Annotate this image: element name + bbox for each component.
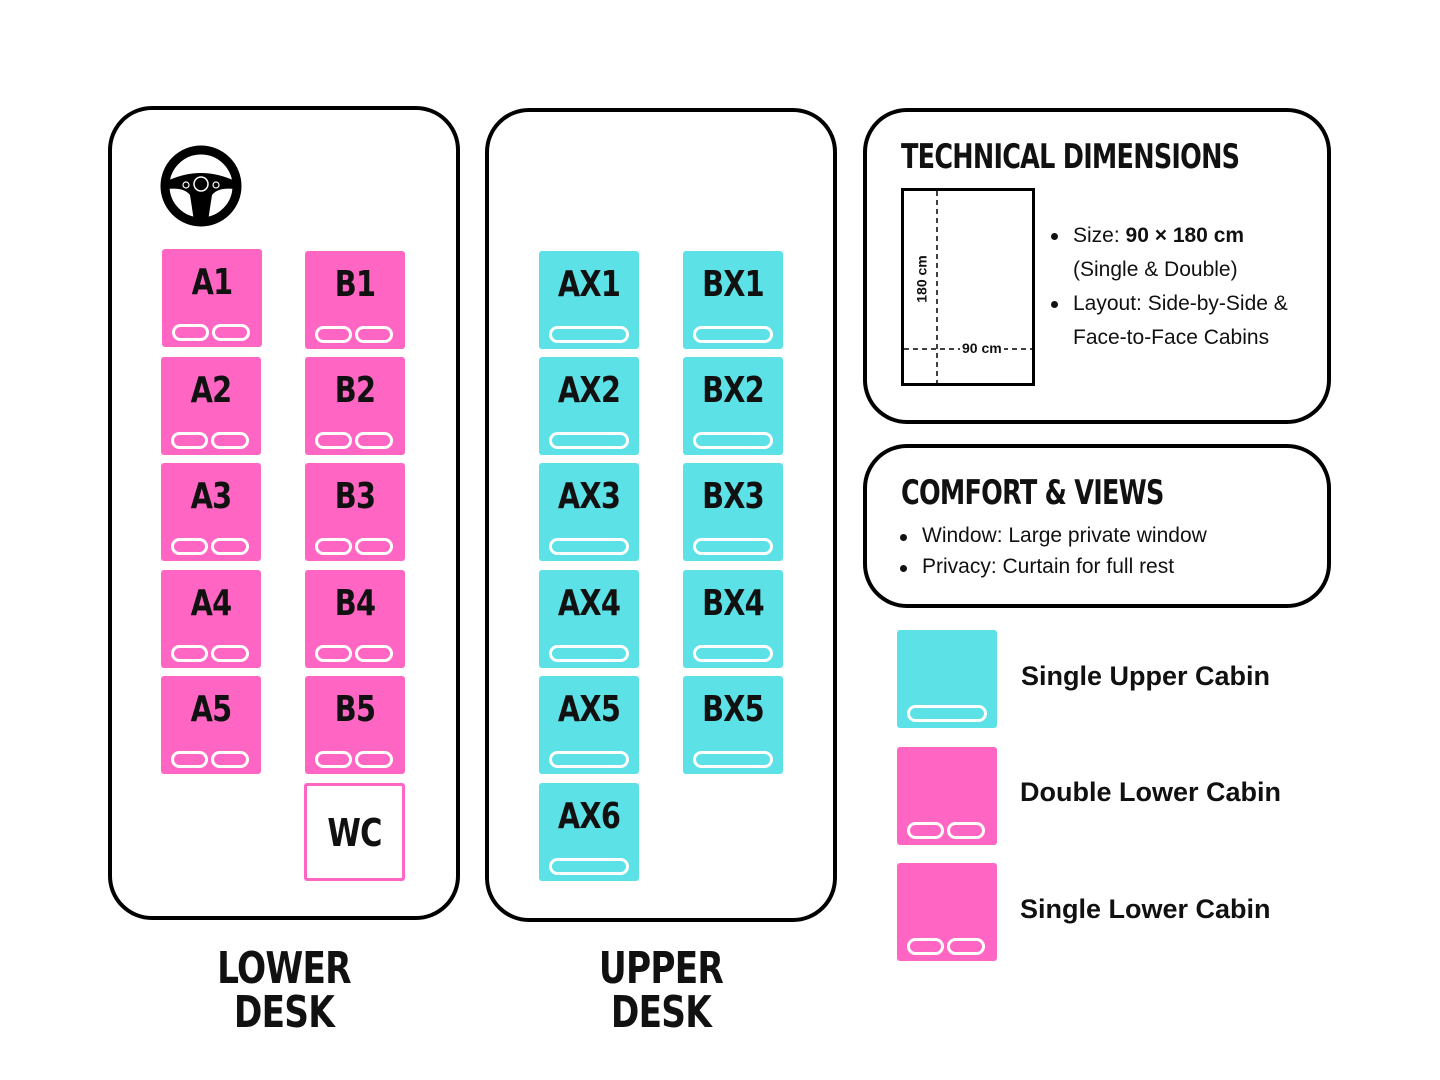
upper-deck-panel — [485, 108, 837, 922]
cabin-label: A3 — [190, 476, 232, 517]
bed-icon — [947, 938, 985, 955]
length-label: 180 cm — [913, 255, 930, 303]
cabin-label: BX5 — [702, 689, 764, 730]
cabin-label: AX1 — [557, 264, 621, 305]
bed-icon — [171, 538, 208, 555]
size-prefix: Size: — [1073, 224, 1126, 247]
legend-label-single-lower: Single Lower Cabin — [1020, 894, 1271, 924]
cabin-b3[interactable] — [305, 463, 405, 561]
bed-icon — [355, 432, 393, 449]
bed-icon — [907, 938, 944, 955]
layout-line1: Layout: Side-by-Side & — [1073, 292, 1288, 315]
cabin-ax5[interactable] — [539, 676, 639, 774]
bed-icon — [355, 751, 393, 768]
legend-swatch-single-lower — [897, 863, 997, 961]
bed-icon — [355, 538, 393, 555]
bed-icon — [947, 822, 985, 839]
legend-swatch-double-lower — [897, 747, 997, 845]
bed-icon — [693, 645, 773, 662]
cabin-label: BX3 — [702, 476, 764, 517]
wc-label: WC — [327, 811, 382, 855]
bed-icon — [171, 645, 208, 662]
bed-icon — [907, 822, 944, 839]
cabin-label: BX4 — [702, 583, 764, 624]
bed-icon — [211, 751, 249, 768]
cabin-label: B4 — [334, 583, 376, 624]
bed-icon — [212, 324, 250, 341]
bed-icon — [549, 432, 629, 449]
cabin-label: B1 — [334, 264, 376, 305]
cabin-b4[interactable] — [305, 570, 405, 668]
bed-icon — [315, 326, 352, 343]
comfort-list — [900, 520, 1310, 582]
cabin-ax3[interactable] — [539, 463, 639, 561]
size-value: 90 × 180 cm — [1125, 224, 1245, 247]
bed-icon — [315, 538, 352, 555]
steering-wheel-icon — [158, 143, 244, 229]
technical-specs-list — [1051, 219, 1321, 355]
bed-icon — [549, 751, 629, 768]
bed-icon — [211, 432, 249, 449]
comfort-item-privacy: Privacy: Curtain for full rest — [900, 551, 1310, 582]
cabin-b1[interactable] — [305, 251, 405, 349]
width-label: 90 cm — [962, 340, 1002, 356]
bed-icon — [907, 705, 987, 722]
cabin-bx3[interactable] — [683, 463, 783, 561]
cabin-label: AX6 — [557, 796, 621, 837]
cabin-a1[interactable] — [162, 249, 262, 347]
cabin-ax1[interactable] — [539, 251, 639, 349]
cabin-label: A1 — [191, 262, 233, 303]
cabin-a2[interactable] — [161, 357, 261, 455]
bed-icon — [693, 751, 773, 768]
bed-icon — [211, 538, 249, 555]
bed-icon — [315, 645, 352, 662]
cabin-ax2[interactable] — [539, 357, 639, 455]
cabin-ax6[interactable] — [539, 783, 639, 881]
cabin-a3[interactable] — [161, 463, 261, 561]
bed-icon — [549, 538, 629, 555]
bed-dimension-diagram — [901, 188, 1035, 386]
comfort-item-window: Window: Large private window — [900, 520, 1310, 551]
cabin-label: B2 — [334, 370, 376, 411]
bed-icon — [315, 432, 352, 449]
cabin-label: A2 — [190, 370, 232, 411]
cabin-label: AX2 — [557, 370, 621, 411]
cabin-bx2[interactable] — [683, 357, 783, 455]
bed-icon — [315, 751, 352, 768]
wc-cell — [304, 783, 405, 881]
bed-icon — [211, 645, 249, 662]
bed-icon — [355, 326, 393, 343]
cabin-ax4[interactable] — [539, 570, 639, 668]
cabin-label: A4 — [190, 583, 232, 624]
cabin-label: A5 — [190, 689, 232, 730]
cabin-bx4[interactable] — [683, 570, 783, 668]
lower-deck-title: LOWER DESK — [217, 943, 351, 1038]
cabin-label: AX5 — [557, 689, 621, 730]
bed-icon — [171, 432, 208, 449]
cabin-label: AX4 — [557, 583, 621, 624]
technical-dimensions-title: TECHNICAL DIMENSIONS — [901, 137, 1240, 177]
upper-deck-title: UPPER DESK — [598, 943, 724, 1038]
bed-icon — [549, 326, 629, 343]
cabin-label: B3 — [334, 476, 376, 517]
bed-icon — [693, 432, 773, 449]
bed-icon — [171, 751, 208, 768]
bed-icon — [355, 645, 393, 662]
layout-line2: Face-to-Face Cabins — [1073, 326, 1270, 349]
legend-swatch-single-upper — [897, 630, 997, 728]
size-note: (Single & Double) — [1073, 258, 1238, 281]
comfort-views-title: COMFORT & VIEWS — [901, 473, 1164, 513]
bed-icon — [549, 645, 629, 662]
cabin-b2[interactable] — [305, 357, 405, 455]
cabin-bx1[interactable] — [683, 251, 783, 349]
cabin-label: BX2 — [702, 370, 764, 411]
spec-size — [1051, 219, 1321, 287]
cabin-a5[interactable] — [161, 676, 261, 774]
legend-label-double-lower: Double Lower Cabin — [1020, 777, 1282, 807]
bed-icon — [549, 858, 629, 875]
bed-icon — [693, 326, 773, 343]
bed-icon — [172, 324, 209, 341]
cabin-b5[interactable] — [305, 676, 405, 774]
legend-label-single-upper: Single Upper Cabin — [1021, 661, 1271, 691]
cabin-label: AX3 — [557, 476, 621, 517]
cabin-bx5[interactable] — [683, 676, 783, 774]
cabin-label: BX1 — [702, 264, 764, 305]
spec-layout — [1051, 287, 1321, 355]
cabin-label: B5 — [334, 689, 376, 730]
cabin-a4[interactable] — [161, 570, 261, 668]
bed-icon — [693, 538, 773, 555]
